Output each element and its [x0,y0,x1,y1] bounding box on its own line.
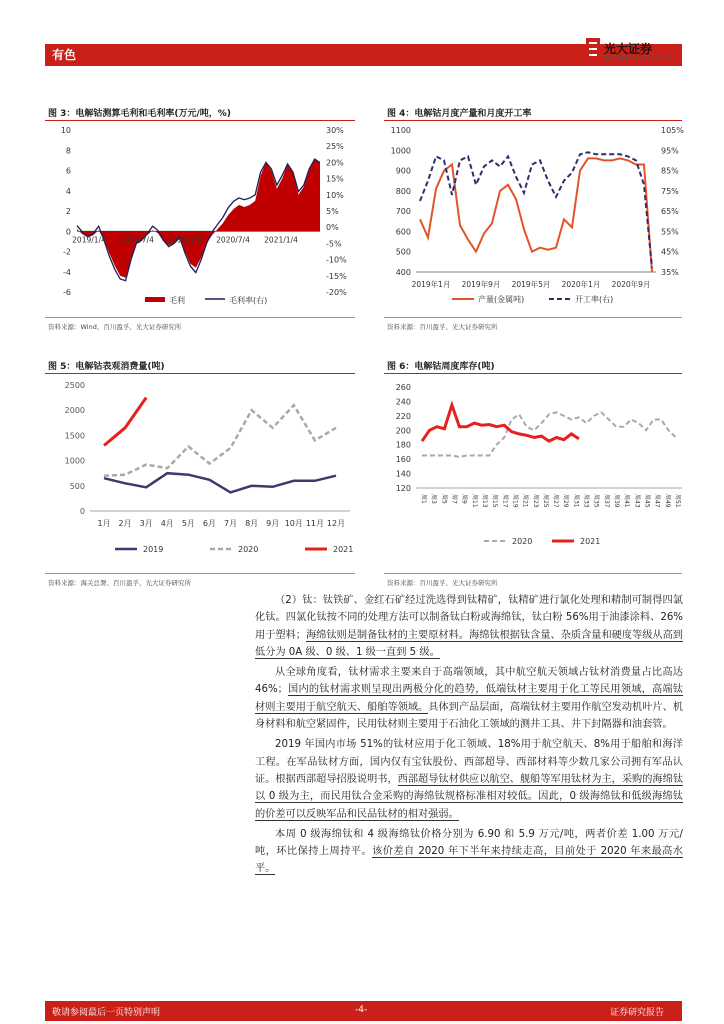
fig3-ytick-left: -6 [63,288,71,297]
section-label: 有色 [52,48,77,62]
fig6-xtick: 周33 [582,494,590,508]
fig6-legend-label: 2020 [512,537,533,546]
fig3-ytick-right: 30% [326,126,344,135]
fig5-xtick: 12月 [326,519,346,528]
paragraph-domestic-market [255,736,683,822]
fig4-chart [384,122,684,312]
fig5-xtick: 9月 [266,519,280,528]
fig5-source: 资料来源：海关总署、百川盈孚、光大证券研究所 [48,579,191,587]
fig3-legend-label: 毛利率(右) [229,296,268,305]
fig4-bottom-rule [384,317,682,318]
fig6-ytick: 220 [395,411,411,421]
fig3-ytick-right: -10% [326,255,347,265]
fig4-xtick: 2019年1月 [411,280,451,289]
fig6-xtick: 周11 [470,494,478,508]
fig3-ytick-right: 15% [326,174,344,184]
fig5-legend-label: 2021 [333,545,354,554]
fig5-legend-label: 2019 [143,545,164,554]
underlined-span: 海绵钛则是制备钛材的主要原材料。海绵钛根据钛含量、杂质含量和硬度等级从高到低分为 0A 级、0 级、1 级一直到 5 级。 [255,629,683,658]
fig5-xtick: 10月 [284,519,303,528]
fig5-rule [45,373,355,374]
fig4-ytick-right: 75% [661,186,679,196]
fig6-title: 图 6：电解钴周度库存(吨) [387,362,495,372]
fig3-bottom-rule [45,317,355,318]
fig5-series-line-2020 [104,405,336,476]
fig6-xtick: 周37 [602,494,610,508]
fig6-xtick: 周51 [674,494,681,508]
fig3-ytick-left: 10 [60,126,71,135]
fig5-chart [45,375,360,570]
fig3-ytick-right: 5% [326,207,339,216]
fig6-xtick: 周49 [663,494,671,508]
fig5-series-line-2021 [104,398,146,446]
fig6-chart [384,375,684,570]
body-text [255,592,683,878]
fig3-chart [45,122,360,312]
fig6-xtick: 周45 [643,494,651,508]
fig4-output-line [420,158,652,272]
fig4-xtick: 2019年9月 [461,280,501,289]
fig5-xtick: 4月 [160,519,174,528]
fig6-xtick: 周9 [460,494,468,504]
fig3-source: 资料来源：Wind、百川盈孚、光大证券研究所 [48,323,182,331]
fig4-ytick-left: 400 [395,268,411,277]
fig6-ytick: 120 [395,484,411,493]
fig4-ytick-left: 800 [395,186,411,196]
brand-name-cn: 光大证券 [604,42,653,56]
text-span: （2）钛：钛铁矿、金红石矿经过洗选得到钛精矿，钛精矿进行氯化处理和精制可制得四氯化钛。四氯化钛按不同的处理方法可以制备钛白粉或海绵钛，钛白粉 56%用于油漆涂料、26%用于塑料； [255,595,683,641]
fig3-title: 图 3：电解钴测算毛利和毛利率(万元/吨，%) [48,109,231,119]
fig6-xtick: 周39 [613,494,621,508]
fig5-ytick: 500 [69,481,85,491]
fig3-ytick-right: -20% [326,288,347,297]
fig6-rule [384,373,682,374]
fig6-legend-label: 2021 [580,537,601,546]
fig4-ytick-left: 900 [395,166,411,176]
fig3-xtick: 2019/1/4 [72,235,106,245]
fig6-xtick: 周29 [562,494,570,508]
fig3-ytick-left: -4 [63,267,71,277]
fig6-xtick: 周31 [572,494,580,508]
fig4-ytick-right: 45% [661,247,679,257]
fig6-xtick: 周25 [541,494,549,508]
fig3-ytick-right: -5% [326,239,342,249]
fig5-xtick: 2月 [118,519,132,528]
fig6-xtick: 周47 [653,494,661,508]
fig5-ytick: 2500 [64,381,85,390]
fig5-ytick: 0 [79,507,85,516]
fig3-ytick-right: 0% [326,223,339,233]
fig5-title: 图 5：电解钴表观消费量(吨) [48,362,165,372]
page-number: -4- [355,1005,368,1015]
paragraph-titanium [255,592,683,661]
fig6-xtick: 周7 [450,494,458,504]
fig3-xtick: 2020/1/4 [168,235,202,245]
fig4-title: 图 4：电解钴月度产量和月度开工率 [387,109,532,119]
fig6-xtick: 周23 [531,494,539,508]
fig4-ytick-right: 35% [661,268,679,277]
fig5-ytick: 1000 [64,456,85,466]
fig5-xtick: 5月 [181,519,195,528]
brand-name-en: EVERBRIGHT SECURITIES [604,55,672,61]
fig4-ytick-left: 1000 [390,146,411,156]
fig5-xtick: 6月 [202,519,217,528]
fig6-ytick: 240 [395,397,411,407]
fig4-rule [384,120,682,121]
fig4-ytick-left: 500 [395,247,411,257]
fig4-legend-label: 开工率(右) [575,295,614,304]
fig4-ytick-right: 55% [661,227,679,237]
underlined-span: 国内的钛材需求则呈现出两极分化的趋势，低端钛材主要用于化工等民用领域，高端钛材则主要用于航空航天、船舶等领域。 [255,684,683,713]
fig4-ytick-right: 85% [661,166,679,176]
fig3-ytick-left: 4 [65,186,71,196]
fig5-xtick: 8月 [245,519,259,528]
fig6-xtick: 周17 [501,494,509,508]
fig6-ytick: 260 [395,383,411,392]
fig4-xtick: 2019年5月 [511,280,551,289]
fig4-ytick-left: 600 [395,227,411,237]
fig6-ytick: 160 [395,455,411,465]
fig6-xtick: 周41 [623,494,631,508]
fig4-ytick-right: 105% [661,126,684,135]
fig3-ytick-left: 0 [65,227,71,237]
fig3-ytick-left: 2 [65,207,71,216]
fig4-xtick: 2020年1月 [561,280,601,289]
fig6-ytick: 140 [395,469,411,479]
fig4-source: 资料来源：百川盈孚、光大证券研究所 [387,323,498,331]
fig5-ytick: 2000 [64,406,85,416]
fig5-bottom-rule [45,573,355,574]
fig3-ytick-left: 6 [65,166,71,176]
fig6-xtick: 周27 [552,494,560,508]
fig5-ytick: 1500 [64,431,85,441]
brand-mark-icon [586,38,600,60]
text-span: 具体到产品层面，高端钛材主要用作航空发动机叶片、机身材料和航空紧固件，民用钛材则主要用于石油化工领域的测井工具、井下封隔器和油套管。 [255,701,684,731]
fig3-ytick-right: -15% [326,271,347,281]
fig3-ytick-right: 10% [326,190,344,200]
fig6-xtick: 周15 [491,494,499,508]
fig6-xtick: 周19 [511,494,519,508]
fig5-xtick: 1月 [97,519,111,528]
fig4-xtick: 2020年9月 [611,280,651,289]
fig6-ytick: 180 [395,440,411,450]
fig6-ytick: 200 [395,426,411,436]
fig3-xtick: 2021/1/4 [264,235,298,245]
fig6-xtick: 周3 [430,494,438,504]
fig3-rule [45,120,355,121]
fig4-ytick-left: 1100 [390,126,411,135]
text-span: 2019 年国内市场 51%的钛材应用于化工领域、18%用于航空航天、8%用于船舶和海洋工程。在军品钛材方面，国内仅有宝钛股份、西部超导、西部材料等少数几家公司拥有军品认证。根据西部超导招股说明书， [255,739,683,785]
fig6-xtick: 周21 [521,494,529,508]
fig3-ytick-right: 25% [326,142,344,152]
fig3-xtick: 2020/7/4 [216,235,250,245]
fig6-bottom-rule [384,573,682,574]
fig6-xtick: 周35 [592,494,600,508]
fig5-series-line-2019 [104,473,336,492]
fig3-xtick: 2019/7/4 [120,235,154,245]
fig5-xtick: 3月 [139,519,153,528]
footer-report-type: 证券研究报告 [610,1008,665,1018]
fig6-series-line-2020 [422,412,676,457]
fig4-ytick-left: 700 [395,207,411,217]
fig3-legend-label: 毛利 [169,296,185,305]
fig4-ytick-right: 65% [661,207,679,217]
fig6-xtick: 周13 [480,494,488,508]
fig5-legend-label: 2020 [238,545,259,554]
text-span: 本周 0 级海绵钛和 4 级海绵钛价格分别为 6.90 和 5.9 万元/吨，两者价差 1.00 万元/吨，环比保持上周持平。 [255,828,683,858]
paragraph-price-spread [255,826,683,878]
fig3-ytick-left: -2 [63,247,71,257]
text-span: 从全球角度看，钛材需求主要来自于高端领域，其中航空航天领域占钛材消费量占比高达 46%； [255,667,683,696]
fig3-legend-swatch-profit [145,297,165,302]
fig4-ytick-right: 95% [661,146,679,156]
fig6-xtick: 周43 [633,494,641,508]
fig3-gross-profit-area [77,158,320,277]
underlined-span: 西部超导钛材供应以航空、舰船等军用钛材为主，采购的海绵钛以 0 级为主，而民用钛合金采购的海绵钛规格标准相对较低。因此，0 级海绵钛和低级海绵钛的价差可以反映军品和民品钛材的相对强弱。 [255,773,684,820]
fig3-ytick-right: 20% [326,158,344,168]
fig6-xtick: 周1 [420,494,427,504]
footer-disclaimer-link[interactable]: 敬请参阅最后一页特别声明 [52,1008,161,1018]
fig6-series-line-2021 [422,405,579,441]
fig4-legend-label: 产量(金属吨) [478,295,525,304]
paragraph-global-demand [255,664,683,733]
underlined-span: 该价差自 2020 年下半年来持续走高，目前处于 2020 年来最高水平。 [255,846,683,875]
fig3-ytick-left: 8 [65,146,71,156]
fig5-xtick: 7月 [223,519,238,528]
fig6-xtick: 周5 [440,494,448,504]
fig6-source: 资料来源：百川盈孚、光大证券研究所 [387,579,498,587]
fig5-xtick: 11月 [305,519,325,528]
brand-logo [586,38,686,64]
